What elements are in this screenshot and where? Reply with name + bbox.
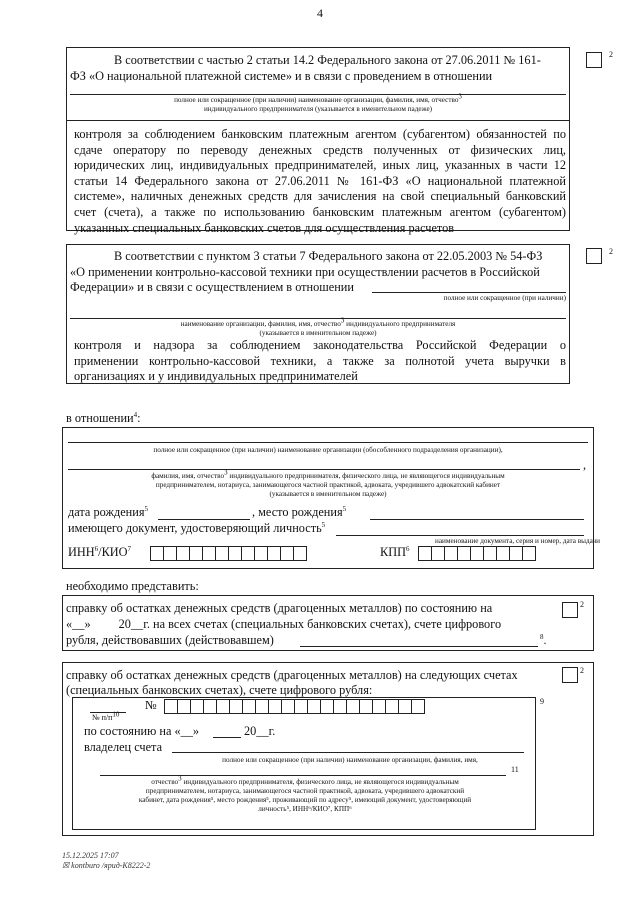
subject-fill-line1 (68, 442, 588, 443)
inn-digit-cell[interactable] (202, 546, 216, 561)
checkbox-note: 2 (609, 50, 613, 59)
sec1-intro (70, 53, 566, 84)
dob-label: дата рождения$^5$ (68, 504, 148, 519)
account-note: 9 (540, 697, 544, 706)
account-digit-cell[interactable] (411, 699, 425, 714)
account-digit-cell[interactable] (268, 699, 282, 714)
sec4-note: $^8$. (540, 633, 547, 647)
account-digit-cell[interactable] (346, 699, 360, 714)
footer-timestamp: 15.12.2025 17:07 (62, 851, 119, 860)
sec2-line1: В соответствии с пунктом 3 статьи 7 Федерального закона от 22.05.2003 № 54-ФЗ (114, 249, 543, 263)
sec2-fill-line-a (372, 292, 566, 293)
need-label: необходимо представить: (66, 579, 199, 593)
inn-digit-cell[interactable] (293, 546, 307, 561)
doc-label: имеющего документ, удостоверяющий личность$^5$ (68, 520, 326, 535)
subject-caption2: фамилия, имя, отчество$^3$ индивидуального предпринимателя, физического лица, не являющегося индивидуальным предпринимателем, нотариуса, занимающегося частной практикой, адвоката, учредившего адвокатский кабинет (указывается в именительном падеже) (151, 468, 505, 498)
account-digit-cell[interactable] (294, 699, 308, 714)
account-digit-cell[interactable] (320, 699, 334, 714)
birthplace-field[interactable] (370, 519, 584, 520)
owner-note: 11 (511, 765, 519, 774)
kpp-digit-cell[interactable] (431, 546, 445, 561)
sec2-line2: «О применении контрольно-кассовой техники при осуществлении расчетов в Российской (70, 264, 540, 279)
kpp-digit-cell[interactable] (444, 546, 458, 561)
account-digit-cell[interactable] (216, 699, 230, 714)
sec2-body-line: контроля и надзора за соблюдением законодательства Российской Федерации о (74, 338, 566, 352)
account-digit-cell[interactable] (372, 699, 386, 714)
inn-digit-cell[interactable] (267, 546, 281, 561)
owner-field[interactable] (172, 752, 524, 753)
sec1-body-line: системе», наличных денежных средств для зачисления на свой специальный банковский (74, 189, 566, 204)
sec1-body-line: сдаче оператору по переводу денежных средств полученных от физических лиц, (74, 142, 566, 157)
birthplace-label: , место рождения$^5$ (252, 504, 347, 519)
sec1-body (74, 127, 566, 236)
sec1-divider (66, 120, 570, 121)
account-digit-cell[interactable] (255, 699, 269, 714)
doc-caption: наименование документа, серия и номер, дата выдачи (435, 537, 600, 545)
owner-label: владелец счета (84, 740, 163, 754)
sec1-body-line: статьи 14 Федерального закона от 27.06.2011 № 161-ФЗ «О национальной платежной (74, 173, 566, 188)
account-digit-cell[interactable] (229, 699, 243, 714)
sec1-body-line: указанных специальных банковских счетов для осуществления расчетов (74, 220, 455, 235)
sec2-caption-a: полное или сокращенное (при наличии) (443, 294, 566, 302)
sec4-line1: справку об остатках денежных средств (драгоценных металлов) по состоянию на (66, 601, 493, 615)
account-digit-cell[interactable] (190, 699, 204, 714)
dob-field[interactable] (158, 519, 250, 520)
account-digit-cell[interactable] (359, 699, 373, 714)
inn-digit-cell[interactable] (176, 546, 190, 561)
row-number-label: № $п/п^{10}$ (92, 710, 120, 722)
subject-heading: в отношении$^4$: (66, 410, 141, 425)
owner-field-2[interactable] (100, 775, 506, 776)
kpp-digit-cell[interactable] (509, 546, 523, 561)
inn-digit-cell[interactable] (163, 546, 177, 561)
kpp-label: КПП$^6$ (380, 544, 410, 559)
number-sign: № (145, 698, 157, 712)
doc-field[interactable] (336, 535, 584, 536)
checkbox-balance-specific[interactable] (562, 667, 578, 683)
checkbox-cash-register[interactable] (586, 248, 602, 264)
sec4-line3: рубля, действовавших (действовавшем) (66, 633, 274, 647)
account-digit-cell[interactable] (177, 699, 191, 714)
sec4-fill-line[interactable] (300, 646, 538, 647)
as-of-month-field[interactable] (213, 737, 241, 738)
account-digit-cell[interactable] (281, 699, 295, 714)
checkbox-note: 2 (580, 600, 584, 609)
account-digit-cell[interactable] (203, 699, 217, 714)
checkbox-balance-all[interactable] (562, 602, 578, 618)
sec1-body-line: счет (счета), а также по использованию банковским платежным агентом (субагентом) (74, 204, 566, 219)
owner-caption2: отчество$^3$ индивидуального предпринимателя, физического лица, не являющегося индивидуальным предпринимателем, нотариуса, занимающегося частной практикой, адвоката, учредившего адвокатский кабинет, дата рождения⁵, место рождения⁵, проживающий по адресу⁵, имеющий документ, удостоверяющий личность⁵, ИНН⁶/КИО⁷, КПП⁶ (138, 774, 472, 813)
kpp-digit-cell[interactable] (483, 546, 497, 561)
sec1-caption: полное или сокращенное (при наличии) наименование организации, фамилия, имя, отчество$^3$ индивидуального предпринимателя (указывается в именительном падеже) (70, 96, 566, 114)
subject-comma: , (583, 458, 587, 472)
page-number: 4 (317, 6, 323, 20)
checkbox-note: 2 (609, 247, 613, 256)
sec2-body-line: применении контрольно-кассовой техники, а также за полнотой учета выручки в (74, 353, 566, 368)
sec1-caption-line1: полное или сокращенное (при наличии) наименование организации, фамилия, имя, отчество (174, 96, 459, 104)
kpp-digit-cell[interactable] (496, 546, 510, 561)
kpp-digit-cell[interactable] (522, 546, 536, 561)
kpp-digit-cell[interactable] (418, 546, 432, 561)
sec1-body-line: юридических лиц, индивидуальных предпринимателей, иных лиц, указанных в части 12 (74, 158, 566, 173)
inn-digit-cell[interactable] (241, 546, 255, 561)
sec2-fill-line-b (70, 318, 566, 319)
sec2-caption-b: наименование организации, фамилия, имя, отчество$^3$ индивидуального предпринимателя (указывается в именительном падеже) (180, 316, 456, 337)
as-of-year: 20__г. (244, 724, 276, 738)
sec2-intro (70, 249, 566, 296)
inn-digit-cell[interactable] (280, 546, 294, 561)
footer (62, 851, 150, 871)
owner-caption1: полное или сокращенное (при наличии) наименование организации, фамилия, имя, (222, 756, 478, 764)
checkbox-payment-agent[interactable] (586, 52, 602, 68)
checkbox-note: 2 (580, 666, 584, 675)
sec1-intro-line1: В соответствии с частью 2 статьи 14.2 Федерального закона от 27.06.2011 № 161- (114, 53, 541, 67)
inn-digit-cell[interactable] (189, 546, 203, 561)
inn-digit-cell[interactable] (228, 546, 242, 561)
inn-digit-cell[interactable] (150, 546, 164, 561)
sec1-intro-line2: ФЗ «О национальной платежной системе» и в связи с проведением в отношении (70, 68, 493, 83)
as-of-label: по состоянию на «__» (84, 724, 200, 738)
sec4-line2: «__» 20__г. на всех счетах (специальных банковских счетах), счете цифрового (66, 617, 502, 631)
account-digit-cell[interactable] (398, 699, 412, 714)
subject-fill-line2 (68, 469, 580, 470)
inn-digit-cell[interactable] (254, 546, 268, 561)
inn-label: ИНН$^6$/КИО$^7$ (68, 544, 132, 559)
sec5-line1: справку об остатках денежных средств (драгоценных металлов) на следующих счетах (66, 668, 518, 682)
account-digit-cell[interactable] (164, 699, 178, 714)
sec1-caption-line2: индивидуального предпринимателя (указывается в именительном падеже) (203, 105, 433, 113)
account-digit-cell[interactable] (385, 699, 399, 714)
subject-caption1: полное или сокращенное (при наличии) наименование организации (обособленного подразделения организации), (153, 446, 503, 454)
sec1-fill-line (70, 94, 566, 95)
account-digit-cell[interactable] (307, 699, 321, 714)
account-digit-cell[interactable] (333, 699, 347, 714)
kpp-digit-cell[interactable] (470, 546, 484, 561)
inn-digit-cell[interactable] (215, 546, 229, 561)
footer-source: ☒ kontburo /ярид-К8222-2 (62, 861, 151, 870)
sec5-line2: (специальных банковских счетах), счете цифрового рубля: (66, 683, 373, 697)
kpp-digit-cell[interactable] (457, 546, 471, 561)
account-digit-cell[interactable] (242, 699, 256, 714)
sec1-body-line: контроля за соблюдением банковским платежным агентом (субагентом) обязанностей по (74, 127, 566, 141)
sec2-line3: Федерации» и в связи с осуществлением в отношении (70, 280, 354, 295)
sec2-body-line: организациях и у индивидуальных предпринимателей (74, 369, 358, 384)
sec2-body (74, 338, 566, 385)
